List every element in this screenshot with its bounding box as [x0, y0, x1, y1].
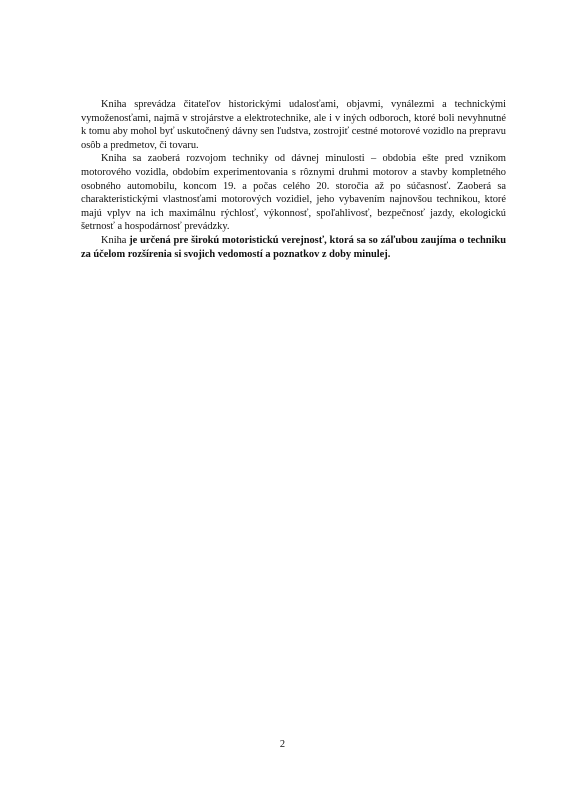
paragraph-development: Kniha sa zaoberá rozvojom techniky od dávnej minulosti – obdobia ešte pred vznikom motorového vozidla, obdobím experimentovania s rôznymi druhmi motorov a stavby kompletného osobného automobilu, koncom 19. a počas celého 20. storočia až po súčasnosť. Zaoberá sa charakteristickými vlastnosťami motorových vozidiel, jeho vybavením najnovšou technikou, ktoré majú vplyv na ich maximálnu rýchlosť, výkonnosť, spoľahlivosť, bezpečnosť jazdy, ekologickú šetrnosť a hospodárnosť prevádzky. — [81, 153, 506, 233]
paragraph-history: Kniha sprevádza čitateľov historickými udalosťami, objavmi, vynálezmi a technickými vymoženosťami, najmä v strojárstve a elektrotechnike, ale i v iných odboroch, ktoré boli nevyhnutné k tomu aby mohol byť uskutočnený dávny sen ľudstva, zostrojiť cestné motorové vozidlo na prepravu osôb a predmetov, či tovaru. — [81, 99, 506, 151]
page-number: 2 — [279, 739, 286, 750]
audience-bold-text: je určená pre širokú motoristickú verejnosť, ktorá sa so záľubou zaujíma o techniku za účelom rozšírenia si svojich vedomostí a poznatkov z doby minulej. — [81, 234, 506, 260]
book-description — [81, 98, 506, 261]
paragraph-audience — [81, 234, 506, 261]
audience-lead-text: Kniha — [101, 234, 130, 246]
